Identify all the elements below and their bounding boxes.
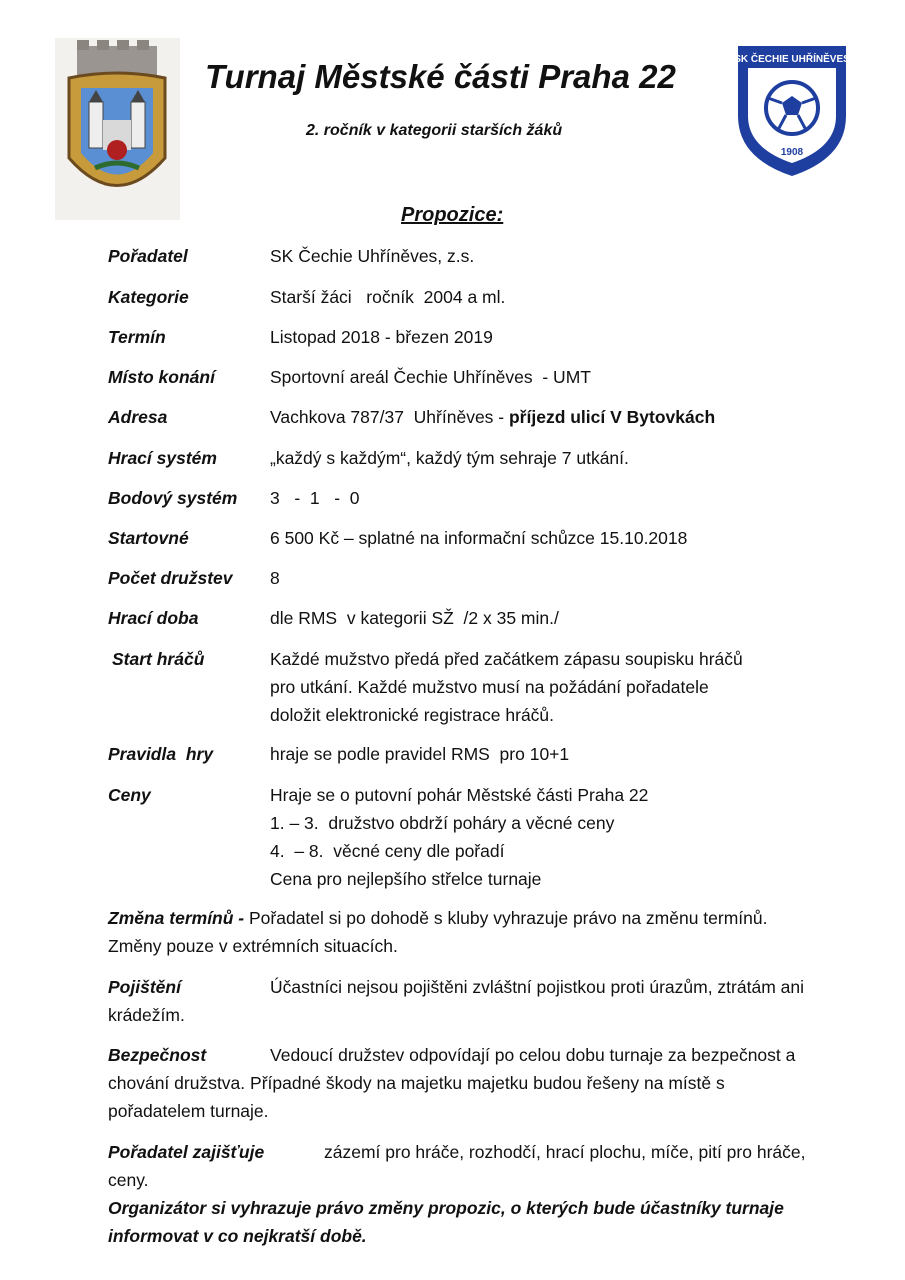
- paragraph-label: Bezpečnost: [108, 1045, 207, 1065]
- paragraph-text: Účastníci nejsou pojištěni zvláštní pojistkou proti úrazům, ztrátám ani krádežím.: [108, 977, 804, 1025]
- field-value-line: doložit elektronické registrace hráčů.: [270, 705, 555, 725]
- field-value-bold: příjezd ulicí V Bytovkách: [508, 407, 716, 427]
- paragraph-zajistuje: [108, 1138, 808, 1194]
- field-value: hraje se podle pravidel RMS pro 10+1: [270, 744, 570, 764]
- paragraph-text: Pořadatel si po dohodě s kluby vyhrazuje právo na změnu termínů. Změny pouze v extrémních situacích.: [108, 908, 768, 956]
- field-label: Pořadatel: [108, 246, 188, 266]
- field-label: Místo konání: [108, 367, 215, 387]
- field-value-line: pro utkání. Každé mužstvo musí na požádání pořadatele: [270, 677, 709, 697]
- section-title: Propozice:: [401, 204, 504, 226]
- page-subtitle: 2. ročník v kategorii starších žáků: [306, 122, 563, 139]
- field-label: Adresa: [108, 407, 168, 427]
- paragraph-zmena: [108, 904, 808, 960]
- paragraph-label: Pořadatel zajišťuje: [108, 1142, 265, 1162]
- club-logo-year: 1908: [780, 147, 804, 158]
- paragraph-bezpecnost: [108, 1041, 808, 1125]
- field-value-line: Každé mužstvo předá před začátkem zápasu soupisku hráčů: [270, 649, 743, 669]
- paragraph-label: Změna termínů -: [108, 908, 249, 928]
- field-label: Start hráčů: [112, 649, 205, 669]
- field-value: Vachkova 787/37 Uhříněves -: [270, 407, 509, 427]
- page-title: Turnaj Městské části Praha 22: [205, 58, 676, 95]
- field-label: Počet družstev: [108, 568, 233, 588]
- field-value-line: Hraje se o putovní pohár Městské části Praha 22: [270, 785, 649, 805]
- field-value: 3 - 1 - 0: [270, 488, 360, 508]
- field-label: Ceny: [108, 785, 151, 805]
- field-value: 6 500 Kč – splatné na informační schůzce 15.10.2018: [270, 528, 688, 548]
- field-value: Listopad 2018 - březen 2019: [270, 327, 493, 347]
- field-label: Pravidla hry: [108, 744, 214, 764]
- field-value: [270, 645, 810, 729]
- field-value: „každý s každým“, každý tým sehraje 7 utkání.: [270, 448, 629, 468]
- field-label: Kategorie: [108, 287, 189, 307]
- field-label: Termín: [108, 327, 166, 347]
- field-label: Hrací systém: [108, 448, 217, 468]
- field-value-line: Cena pro nejlepšího střelce turnaje: [270, 869, 542, 889]
- field-value: Starší žáci ročník 2004 a ml.: [270, 287, 506, 307]
- field-label: Bodový systém: [108, 488, 238, 508]
- field-label: Hrací doba: [108, 608, 199, 628]
- paragraph-text: zázemí pro hráče, rozhodčí, hrací plochu, míče, pití pro hráče, ceny.: [108, 1142, 806, 1190]
- paragraph-label: Pojištění: [108, 977, 181, 997]
- field-value: SK Čechie Uhříněves, z.s.: [270, 246, 475, 266]
- field-value: 8: [270, 568, 280, 588]
- club-logo-text: SK ČECHIE UHŘÍNĚVES: [734, 54, 850, 65]
- closing-note: Organizátor si vyhrazuje právo změny propozic, o kterých bude účastníky turnaje informovat v co nejkratší době.: [108, 1198, 784, 1246]
- paragraph-text: Vedoucí družstev odpovídají po celou dobu turnaje za bezpečnost a chování družstva. Případné škody na majetku majetku budou řešeny na místě s pořadatelem turnaje.: [108, 1045, 796, 1121]
- field-value: dle RMS v kategorii SŽ /2 x 35 min./: [270, 608, 559, 628]
- field-value: [270, 781, 810, 893]
- field-label: Startovné: [108, 528, 189, 548]
- field-value-line: 4. – 8. věcné ceny dle pořadí: [270, 841, 505, 861]
- club-logo-icon: [728, 38, 856, 180]
- field-value: Sportovní areál Čechie Uhříněves - UMT: [270, 367, 591, 387]
- field-value-line: 1. – 3. družstvo obdrží poháry a věcné ceny: [270, 813, 615, 833]
- paragraph-pojisteni: [108, 973, 808, 1029]
- city-crest-icon: [55, 38, 180, 220]
